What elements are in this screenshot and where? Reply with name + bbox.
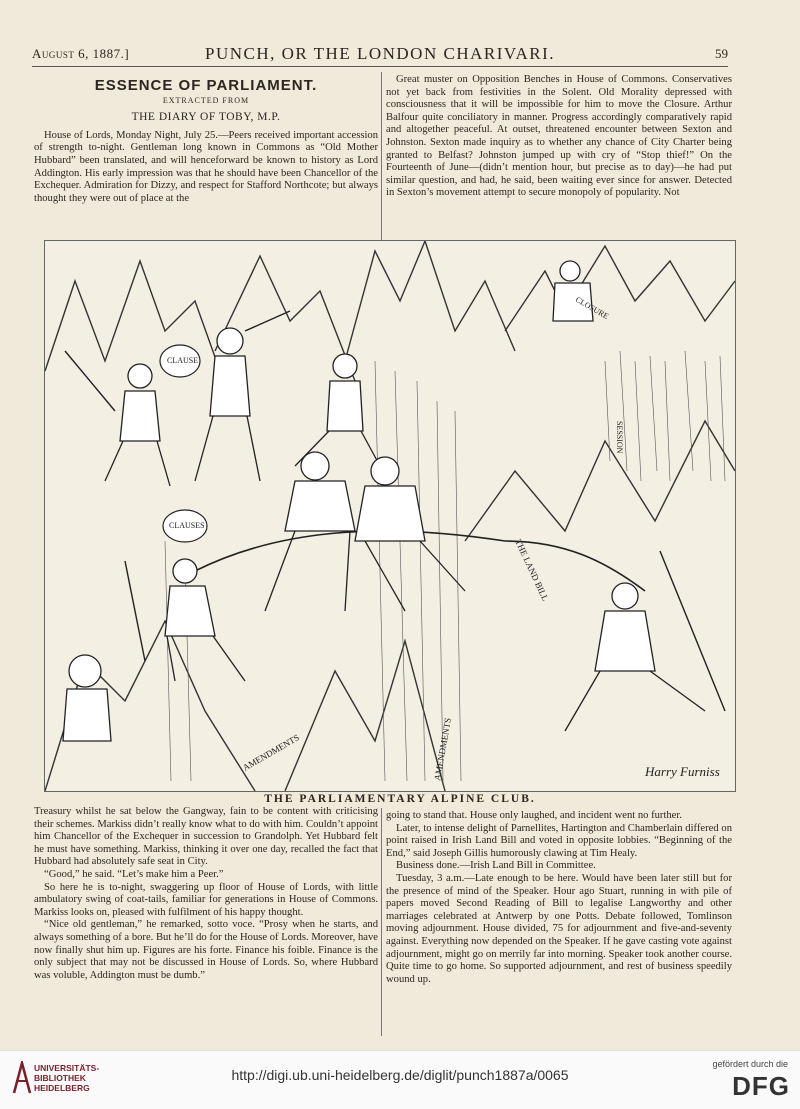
right-top-column bbox=[386, 74, 732, 240]
alpine-club-cartoon bbox=[45, 241, 735, 791]
paragraph: Later, to intense delight of Parnellites, Hartington and Chamberlain differed on point raised in Irish Land Bill and voted in opposite lobbies. “Beginning of the End,” said Joseph Gillis humorously clawing at Tim Healy. bbox=[386, 822, 732, 859]
paragraph: Great muster on Opposition Benches in House of Commons. Conservatives not yet back from festivities in the Solent. Old Morality depressed with consciousness that it will be impossible for him to move the Closure. Arthur Balfour quite conciliatory in manner. Progress accordingly comparatively rapid and altogether peaceful. At outset, threatened encounter between Sexton and Johnston. Sexton made inquiry as to whether any chance of City Charter being granted to Belfast? Johnston jumped up with cry of “Stop thief!” On the Fourteenth of June—(didn’t mention hour, but precise as to day)—he had put similar question, and had, he said, been waiting ever since for answer. Detected in Sexton’s movement attempt to secure monopoly of popularity. Not bbox=[386, 74, 732, 199]
amendments-label-2: AMENDMENTS bbox=[432, 717, 453, 782]
column-divider-top bbox=[381, 72, 382, 240]
library-name: UNIVERSITÄTS- BIBLIOTHEK HEIDELBERG bbox=[34, 1063, 100, 1093]
column-divider-bottom bbox=[381, 808, 382, 1036]
session-label: SESSION bbox=[615, 421, 624, 454]
paragraph: going to stand that. House only laughed, and incident went no further. bbox=[386, 810, 682, 821]
paragraph: “Good,” he said. “Let’s make him a Peer.” bbox=[44, 868, 224, 880]
illustration-labels bbox=[167, 295, 720, 781]
diary-title: THE DIARY OF TOBY, M.P. bbox=[131, 111, 281, 124]
artist-signature: Harry Furniss bbox=[645, 764, 720, 779]
land-bill-label: THE LAND BILL bbox=[513, 537, 551, 603]
left-top-column bbox=[34, 80, 378, 240]
dfg-logo[interactable]: DFG bbox=[732, 1071, 790, 1101]
closure-label: CLOSURE bbox=[574, 294, 611, 321]
label-boulders bbox=[160, 345, 207, 542]
clause-label: CLAUSE bbox=[167, 356, 199, 365]
cartoon-illustration bbox=[44, 240, 736, 792]
paragraph: Tuesday, 3 a.m.—Late enough to be here. Would have been later still but for the presence of mind of the Speaker. Hour ago Stuart, running in with pile of papers moved Second Reading of Bill to legalise Langworthy and other marriages celebrated at Antwerp by one Potts. Debate followed, Tomlinson moving adjournment. House divided, 75 for adjournment and five-and-seventy against. Everything now depended on the Speaker. If he gave casting vote against adjournment, might go on merrily far into morning. Speaker took another course. Quite time to go home. So supported adjournment, and rest of business speedily wound up. bbox=[386, 872, 732, 985]
source-url-link[interactable]: http://digi.ub.uni-heidelberg.de/diglit/punch1887a/0065 bbox=[231, 1067, 569, 1083]
right-bottom-column bbox=[386, 810, 732, 1036]
page-header bbox=[32, 44, 728, 67]
funded-by-text: gefördert durch die bbox=[712, 1059, 788, 1069]
illustration-caption: THE PARLIAMENTARY ALPINE CLUB. bbox=[264, 793, 536, 805]
paragraph: Business done.—Irish Land Bill in Committee. bbox=[396, 860, 596, 872]
header-date: August 6, 1887.] bbox=[32, 46, 130, 61]
header-page-number: 59 bbox=[715, 46, 728, 61]
paragraph: So here he is to-night, swaggering up floor of House of Lords, with little ambulatory swing of coat-tails, familiar for generations in House of Commons. Markiss looks on, pleased with fulfilment of his happy thought. bbox=[34, 881, 378, 918]
extracted-from: EXTRACTED FROM bbox=[162, 95, 250, 105]
header-title: PUNCH, OR THE LONDON CHARIVARI. bbox=[204, 44, 555, 63]
clauses-label: CLAUSES bbox=[169, 521, 205, 530]
left-bottom-column bbox=[34, 806, 378, 1036]
article-title: ESSENCE OF PARLIAMENT. bbox=[94, 80, 318, 94]
paragraph: House of Lords, Monday Night, July 25.—Peers received important accession of strength to-night. Gentleman long known in Commons as “Old Mother Hubbard” been translated, and will henceforward be known to history as Lord Addington. His early impression was that he should have been Chancellor of the Exchequer. Admiration for Dizzy, and respect for Stafford Northcote; but always thought they were out of place at the bbox=[34, 129, 378, 204]
paragraph: “Nice old gentleman,” he remarked, sotto voce. “Prosy when he starts, and always something of a bore. But he’ll do for the House of Lords. Moreover, have now finally shut him up. Figures are his forte. Finance his foible. Finance is the only subject that may not be discussed in House of Lords. So, where Hubbard was voluble, Addington must be dumb.” bbox=[34, 919, 378, 981]
climber-figures bbox=[63, 261, 705, 741]
paragraph: Treasury whilst he sat below the Gangway, fain to be content with criticising their schemes. Markiss didn’t really know what to do with him. Couldn’t appoint him Chancellor of the Exchequer in succession to Grandolph. Yet Hubbard felt he must have something. Markiss, thinking it over one day, recalled the fact that Hubbard had absolutely safe seat in City. bbox=[34, 806, 378, 868]
viewer-footer bbox=[0, 1050, 800, 1109]
amendments-label-1: AMENDMENTS bbox=[241, 732, 302, 773]
